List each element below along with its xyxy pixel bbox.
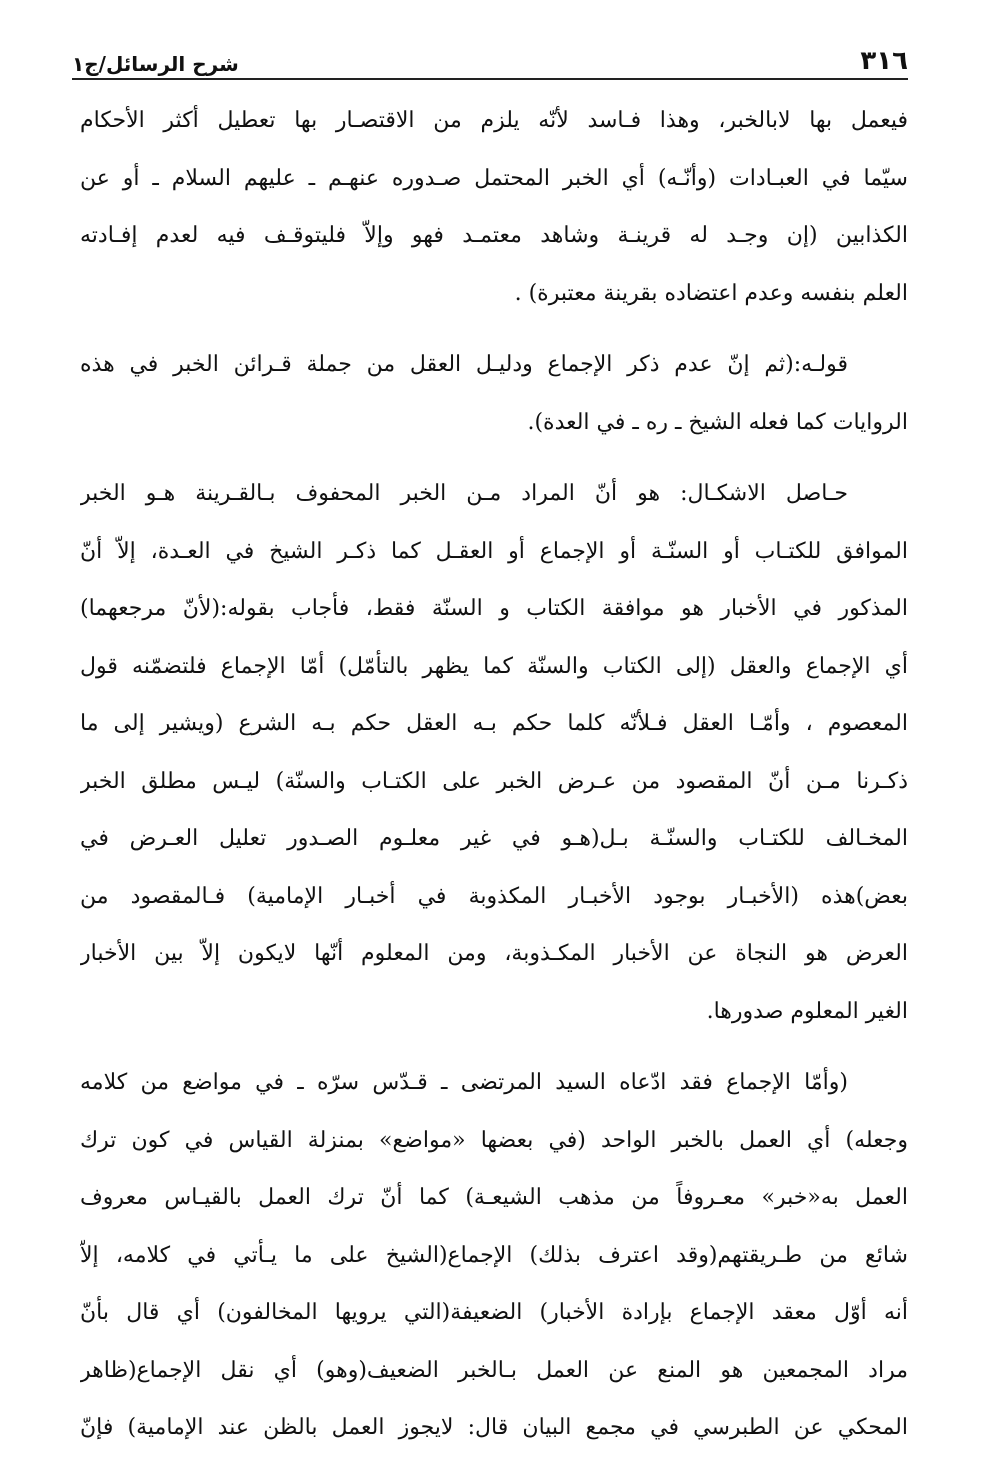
- text-line: وجعله) أي العمل بالخبر الواحد (في بعضها «مواضع» بمنزلة القياس في كون ترك: [80, 1127, 908, 1153]
- text-line: الغير المعلوم صدورها.: [706, 998, 908, 1024]
- paragraph-2: [80, 336, 908, 451]
- text-line: فيعمل بها لابالخبر، وهذا فـاسد لأنّه يلزم من الاقتصـار بها تعطيل أكثر الأحكام: [80, 108, 908, 133]
- text-line: (وأمّا الإجماع فقد ادّعاه السيد المرتضى ـ قـدّس سرّه ـ في مواضع من كلامه: [80, 1070, 848, 1095]
- text-line: الموافق للكتـاب أو السنّـة أو الإجماع أو العقـل كما ذكـر الشيخ في العـدة، إلاّ أنّ: [80, 538, 908, 564]
- paragraph-4: [80, 1054, 908, 1457]
- page-number: ٣١٦: [860, 46, 908, 76]
- running-title: شرح الرسائل/ج١: [72, 52, 239, 76]
- paragraph-1: [80, 92, 908, 322]
- text-line: شائع من طـريقتهم(وقد اعترف بذلك) الإجماع(الشيخ على ما يـأتي في كلامه، إلاّ: [80, 1242, 908, 1268]
- page-header: [72, 38, 908, 80]
- text-line: المذكور في الأخبار هو موافقة الكتاب و السنّة فقط، فأجاب بقوله:(لأنّ مرجعهما): [80, 596, 908, 621]
- text-line: الروايات كما فعله الشيخ ـ ره ـ في العدة).: [527, 409, 908, 435]
- text-line: الكذابين (إن وجـد له قرينـة وشاهد معتمـد فهو وإلاّ فليتوقـف فيه لعدم إفـادته: [80, 223, 908, 248]
- text-line: مراد المجمعين هو المنع عن العمل بـالخبر الضعيف(وهو) أي نقل الإجماع(ظاهر: [80, 1357, 908, 1383]
- text-line: بعض)هذه (الأخبـار بوجود الأخبـار المكذوبة في أخبـار الإمامية) فـالمقصود من: [80, 883, 908, 909]
- text-line: المخـالف للكتـاب والسنّـة بـل(هـو في غير معلـوم الصـدور تعليل العـرض في: [80, 826, 908, 851]
- text-line: العرض هو النجاة عن الأخبار المكـذوبة، ومن المعلوم أنّها لايكون إلاّ بين الأخبار: [80, 941, 908, 966]
- text-line: حـاصل الاشكـال: هو أنّ المراد مـن الخبر المحفوف بـالقـرينة هـو الخبر: [80, 481, 848, 506]
- text-line: قولـه:(ثم إنّ عدم ذكر الإجماع ودليـل العقل من جملة قـرائن الخبر في هذه: [80, 352, 848, 377]
- text-line: المعصوم ، وأمّـا العقل فـلأنّه كلما حكم بـه العقل حكم بـه الشرع (ويشير إلى ما: [80, 711, 908, 736]
- text-line: أنه أوّل معقد الإجماع بإرادة الأخبار) الضعيفة(التي يرويها المخالفون) أي قال بأنّ: [80, 1300, 908, 1325]
- text-line: ذكـرنا مـن أنّ المقصود من عـرض الخبر على الكتـاب والسنّة) ليـس مطلق الخبر: [80, 768, 908, 794]
- text-line: العمل به«خبر» معـروفاً من مذهب الشيعـة) كما أنّ ترك العمل بالقيـاس معروف: [80, 1185, 908, 1210]
- text-line: أي الإجماع والعقل (إلى الكتاب والسنّة كما يظهر بالتأمّل) أمّا الإجماع فلتضمّنه قول: [80, 653, 908, 679]
- text-line: سيّما في العبـادات (وأنّـه) أي الخبر المحتمل صـدوره عنهـم ـ عليهم السلام ـ أو عن: [80, 165, 908, 191]
- text-line: المحكي عن الطبرسي في مجمع البيان قال: لايجوز العمل بالظن عند الإمامية) فإنّ: [80, 1415, 908, 1440]
- page-body: [80, 92, 908, 1471]
- paragraph-3: [80, 465, 908, 1040]
- text-line: العلم بنفسه وعدم اعتضاده بقرينة معتبرة) .: [514, 280, 908, 306]
